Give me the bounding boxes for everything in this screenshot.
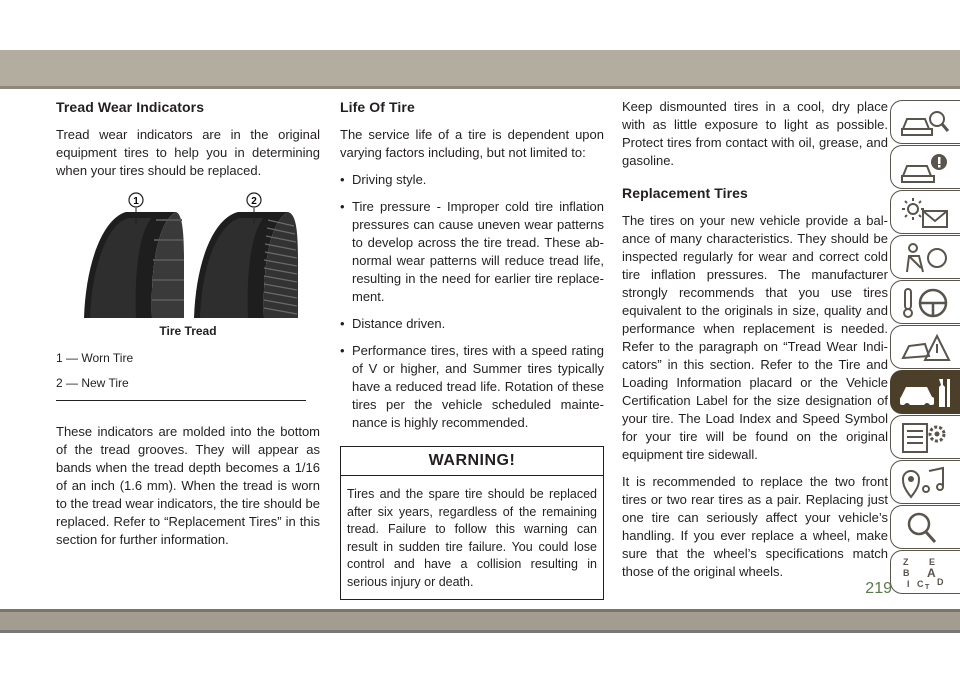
column-replacement-tires [622,98,888,590]
car-warning-icon [899,330,951,366]
tab-list-gear[interactable] [890,415,960,459]
tab-seatbelt-airbag[interactable] [890,235,960,279]
column-tread-wear [56,98,320,558]
list-item: • Performance tires, tires with a speed rating of V or higher, and Summer tires typically have a reduced tread life. Rotation of these tires per the vehicle scheduled maintenance is highly recommended. [340,342,604,432]
alphabet-index-icon [899,555,951,591]
tab-car-magnifier[interactable] [890,100,960,144]
media-navigation-icon [899,465,951,501]
car-info-icon [899,150,951,186]
legend-new-tire: 2 — New Tire [56,376,129,390]
tab-car-info[interactable] [890,145,960,189]
life-factors-list [340,171,604,432]
new-tire-image [194,212,298,318]
svg-text:E: E [929,557,936,567]
replacement-paragraph-2: It is recommended to replace the two front tires or two rear tires as a pair. Replacing just one tire can seriously affect your vehicle’s handling. If you ever replace a wheel, make sure that the wheel’s specifications match those of the original wheels. [622,474,888,579]
list-item: • Distance driven. [340,315,604,333]
tab-alphabet-index[interactable] [890,550,960,594]
heading-life-of-tire: Life Of Tire [340,99,415,115]
svg-text:T: T [925,584,930,591]
svg-text:C: C [917,579,924,589]
header-bar-rule [0,86,960,89]
svg-text:A: A [927,566,936,580]
seatbelt-airbag-icon [899,240,951,276]
worn-tire-image [84,212,184,318]
heading-tread-wear-indicators: Tread Wear Indicators [56,99,205,115]
steering-wheel-icon [899,285,951,321]
footer-bar [0,612,960,630]
top-margin [0,0,960,50]
tire-tread-figure [56,190,320,318]
tread-wear-intro: Tread wear indicators are in the original equipment tires to help you in determining when your tires should be replaced. [56,127,320,178]
svg-text:Z: Z [903,557,909,567]
tab-car-warning[interactable] [890,325,960,369]
tire-tread-illustration [56,190,320,318]
warning-title: WARNING! [341,447,603,476]
tab-media-navigation[interactable] [890,460,960,504]
magnifier-icon [899,510,951,546]
callout-2-label: 2 [251,196,257,207]
tab-magnifier[interactable] [890,505,960,549]
svg-text:B: B [903,568,910,578]
footer-bar-edge [0,630,960,633]
car-magnifier-icon [899,105,951,141]
storage-paragraph: Keep dismounted tires in a cool, dry place with as little exposure to light as possible. Protect tires from contact with oil, grease, and gasoline. [622,99,888,168]
list-item: • Driving style. [340,171,604,189]
list-item: • Tire pressure - Improper cold tire inflation pressures can cause uneven wear patterns to develop across the tire tread. These abnormal wear patterns will reduce tread life, resulting in the need for earlier tire replacement. [340,198,604,306]
page-number: 219 [865,580,892,597]
tab-car-wrench[interactable] [890,370,960,414]
callout-1-label: 1 [133,196,139,207]
figure-caption: Tire Tread [159,324,217,338]
warning-box [340,446,604,600]
warning-body: Tires and the spare tire should be replaced after six years, regardless of the remaining tread. Failure to follow this warning can result in sudden tire failure. You could lose control and have a collision resulting in serious injury or death. [347,487,597,589]
light-mail-icon [899,195,951,231]
tab-light-mail[interactable] [890,190,960,234]
header-bar [0,50,960,86]
heading-replacement-tires: Replacement Tires [622,185,748,201]
tread-wear-body: These indicators are molded into the bottom of the tread grooves. They will appear as bands when the tread depth becomes a 1/16 of an inch (1.6 mm). When the tread is worn to the tread wear indicators, the tire should be replaced. Refer to “Replacement Tires” in this section for further information. [56,424,320,547]
replacement-paragraph-1: The tires on your new vehicle provide a balance of many characteristics. They should be inspected regularly for wear and correct cold tire inflation pressures. The manufacturer strongly recommends that you use tires equivalent to the originals in size, quality and performance when replacement is needed. Refer to the paragraph on “Tread Wear Indicators” in this section. Refer to the Tire and Loading Information placard or the Vehicle Certification Label for the size designation of your tire. The Load Index and Speed Symbol for your tire will be found on the original equipment tire sidewall. [622,213,888,462]
legend-rule [56,400,306,401]
legend-worn-tire: 1 — Worn Tire [56,351,134,365]
tab-steering-wheel[interactable] [890,280,960,324]
chapter-tabs [890,100,960,595]
svg-text:D: D [937,577,944,587]
list-gear-icon [899,420,951,456]
car-wrench-icon [899,375,951,411]
column-life-of-tire [340,98,604,600]
life-of-tire-intro: The service life of a tire is dependent upon varying factors including, but not limited to: [340,127,604,160]
svg-text:I: I [907,579,910,589]
